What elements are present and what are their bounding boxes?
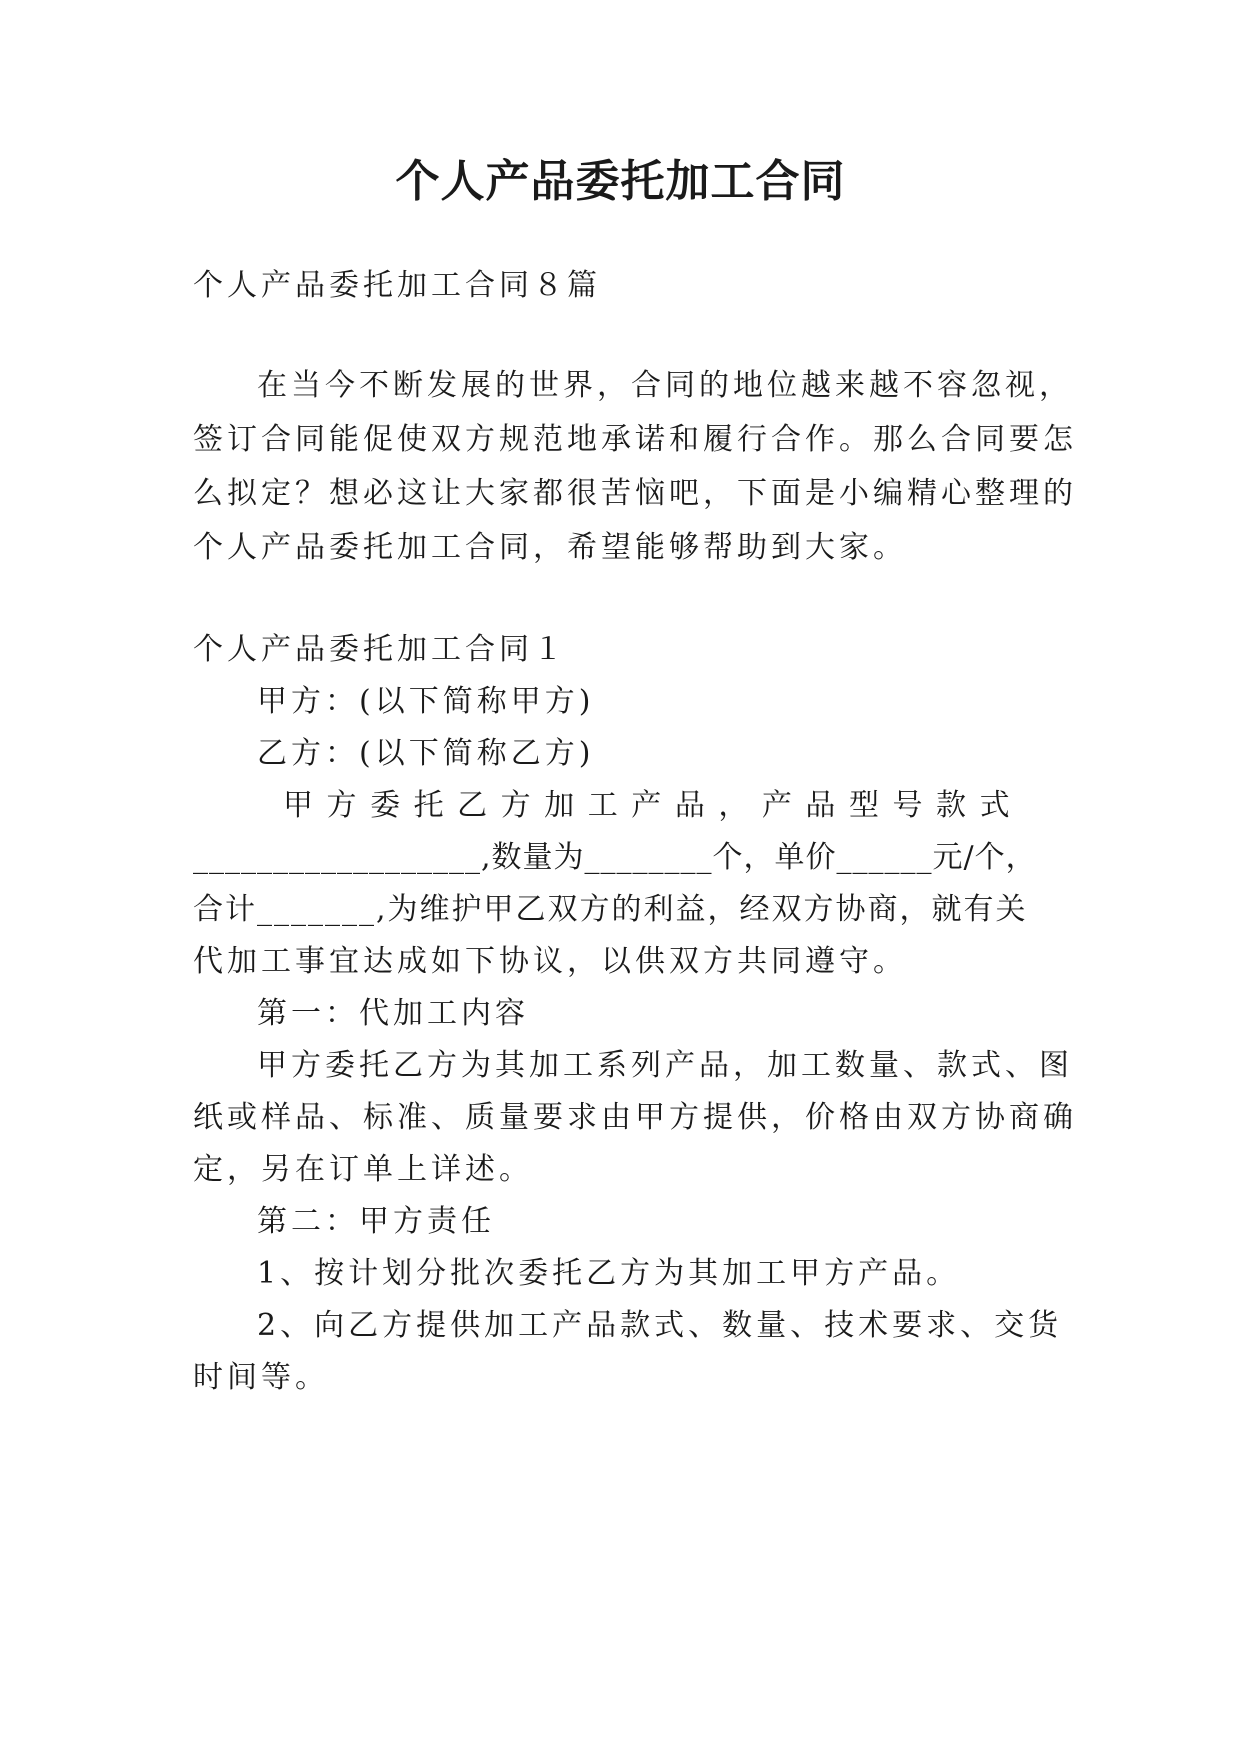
section-heading: 个人产品委托加工合同１	[193, 632, 567, 667]
party-b-line: 乙方：(以下简称乙方)	[257, 736, 595, 771]
intro-line: 么拟定？想必这让大家都很苦恼吧，下面是小编精心整理的	[193, 476, 1077, 511]
body-line: 合计_______,为维护甲乙双方的利益，经双方协商，就有关	[193, 892, 1028, 927]
document-subtitle: 个人产品委托加工合同８篇	[193, 268, 601, 303]
body-line: 甲 方 委 托 乙 方 加 工 产 品 ， 产 品 型 号 款 式	[283, 788, 1012, 823]
clause-line: 纸或样品、标准、质量要求由甲方提供，价格由双方协商确	[193, 1100, 1077, 1135]
intro-line: 签订合同能促使双方规范地承诺和履行合作。那么合同要怎	[193, 422, 1077, 457]
intro-line: 个人产品委托加工合同，希望能够帮助到大家。	[193, 530, 907, 565]
clause-heading: 第二：甲方责任	[257, 1204, 495, 1239]
clause-line: 甲方委托乙方为其加工系列产品，加工数量、款式、图	[257, 1048, 1073, 1083]
clause-item: 1、按计划分批次委托乙方为其加工甲方产品。	[257, 1256, 961, 1291]
clause-line: 定，另在订单上详述。	[193, 1152, 533, 1187]
body-line: __________________,数量为________个，单价______元/个，	[193, 840, 1037, 875]
clause-item: 2、向乙方提供加工产品款式、数量、技术要求、交货	[257, 1308, 1063, 1343]
clause-item-continuation: 时间等。	[193, 1360, 329, 1395]
party-a-line: 甲方：(以下简称甲方)	[257, 684, 595, 719]
body-line: 代加工事宜达成如下协议，以供双方共同遵守。	[193, 944, 907, 979]
intro-line: 在当今不断发展的世界，合同的地位越来越不容忽视，	[257, 368, 1073, 403]
clause-heading: 第一：代加工内容	[257, 996, 529, 1031]
document-title: 个人产品委托加工合同	[395, 156, 846, 207]
